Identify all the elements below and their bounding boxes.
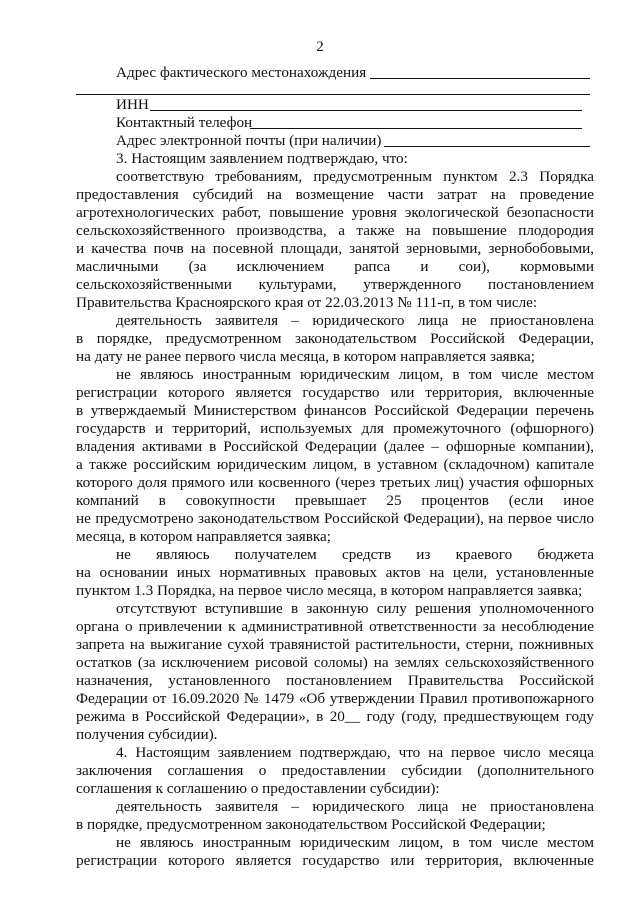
text-line: а также российским юридическим лицом, в уставном (складочном) капитале [76,456,594,473]
text-line: отсутствуют вступившие в законную силу решения уполномоченного [116,600,594,617]
text-line: сельскохозяйственного производства, а также на повышение плодородия [76,222,594,239]
text-line: сельскохозяйственными культурами, утвержденного постановлением [76,276,594,293]
blank-line-inn [150,110,582,111]
text-line: 3. Настоящим заявлением подтверждаю, что: [116,150,408,167]
text-line: деятельность заявителя – юридического лица не приостановлена [116,312,594,329]
text-line: соответствую требованиям, предусмотренным пунктом 2.3 Порядка [116,168,594,185]
text-line: не являюсь получателем средств из краевого бюджета [116,546,594,563]
field-label-phone: Контактный телефон [116,114,253,131]
text-line: не являюсь иностранным юридическим лицом, в том числе местом [116,834,594,851]
text-line: Федерации от 16.09.2020 № 1479 «Об утверждении Правил противопожарного [76,690,594,707]
blank-line-phone [250,128,582,129]
text-line: заключения соглашения о предоставлении субсидии (дополнительного [76,762,594,779]
text-line: запрета на выжигание сухой травянистой растительности, стерни, пожнивных [76,636,594,653]
text-line: предоставления субсидий на возмещение части затрат на проведение [76,186,594,203]
blank-line-email [384,146,590,147]
text-line: которого доля прямого или косвенного (через третьих лиц) участия офшорных [76,474,594,491]
text-line: регистрации которого является государство или территория, включенные [76,852,594,869]
text-line: месяца, в котором направляется заявка; [76,528,331,545]
text-line: на основании иных нормативных правовых актов на цели, установленные [76,564,594,581]
text-line: на дату не ранее первого числа месяца, в котором направляется заявка; [76,348,535,365]
text-line: пунктом 1.3 Порядка, на первое число месяца, в котором направляется заявка; [76,582,583,599]
text-line: регистрации которого является государство или территория, включенные [76,384,594,401]
text-line: Правительства Красноярского края от 22.03.2013 № 111-п, в том числе: [76,294,538,311]
text-line: масличными (за исключением рапса и сои), кормовыми [76,258,594,275]
text-line: в порядке, предусмотренном законодательством Российской Федерации, [76,330,594,347]
page-number: 2 [316,39,324,55]
text-line: деятельность заявителя – юридического лица не приостановлена [116,798,594,815]
text-line: владения активами в Российской Федерации (далее – офшорные компании), [76,438,594,455]
text-line: не предусмотрено законодательством Российской Федерации), на первое число [76,510,594,527]
text-line: государств и территорий, используемых для промежуточного (офшорного) [76,420,594,437]
text-line: в утверждаемый Министерством финансов Российской Федерации перечень [76,402,594,419]
blank-line-address-continued [76,94,590,95]
text-line: получения субсидии). [76,726,218,743]
text-line: остатков (за исключением рисовой соломы) на землях сельскохозяйственного [76,654,594,671]
text-line: агротехнологических работ, повышение уровня экологической безопасности [76,204,594,221]
blank-line-actual-address [370,78,590,79]
field-label-inn: ИНН [116,96,149,113]
text-line: и качества почв на посевной площади, занятой зерновыми, зернобобовыми, [76,240,594,257]
text-line: органа о привлечении к административной ответственности за несоблюдение [76,618,594,635]
text-line: 4. Настоящим заявлением подтверждаю, что на первое число месяца [116,744,594,761]
text-line: режима в Российской Федерации», в 20__ году (году, предшествующем году [76,708,594,725]
text-line: в порядке, предусмотренном законодательством Российской Федерации; [76,816,546,833]
text-line: не являюсь иностранным юридическим лицом, в том числе местом [116,366,594,383]
text-line: компаний в совокупности превышает 25 процентов (если иное [76,492,594,509]
text-line: соглашения к соглашению о предоставлении субсидии): [76,780,440,797]
text-line: назначения, установленного постановлением Правительства Российской [76,672,594,689]
field-label-email: Адрес электронной почты (при наличии) [116,132,382,149]
field-label-actual-address: Адрес фактического местонахождения [116,64,367,81]
